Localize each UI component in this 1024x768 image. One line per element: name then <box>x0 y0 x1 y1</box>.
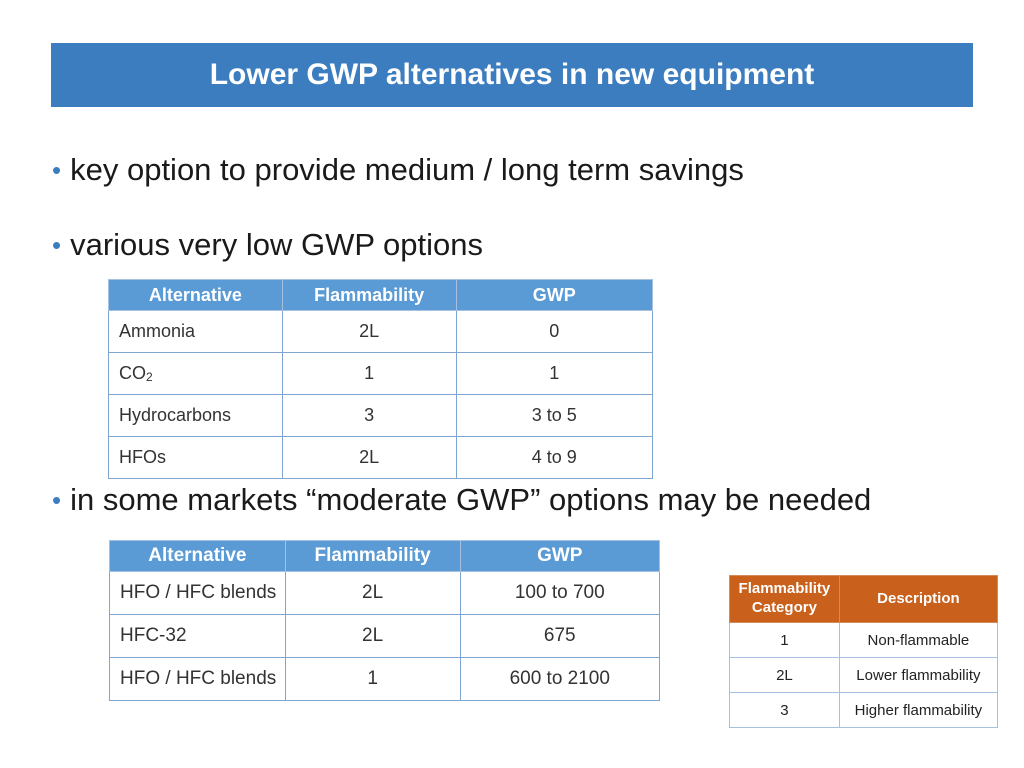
cell-alternative: HFOs <box>109 437 283 479</box>
cell-flammability: 1 <box>282 353 456 395</box>
cell-flammability: 2L <box>282 311 456 353</box>
cell-gwp: 1 <box>456 353 652 395</box>
cell-alternative: HFO / HFC blends <box>110 572 286 615</box>
bullet-item <box>52 227 483 263</box>
cell-category: 1 <box>730 623 840 658</box>
table-row <box>109 311 653 353</box>
cell-category: 2L <box>730 658 840 693</box>
table-row <box>730 658 998 693</box>
bullet-item <box>52 482 871 518</box>
table-row <box>109 437 653 479</box>
cell-gwp: 0 <box>456 311 652 353</box>
column-header-alternative: Alternative <box>110 541 286 572</box>
column-header-flammability: Flammability <box>285 541 460 572</box>
cell-description: Higher flammability <box>839 693 997 728</box>
low-gwp-options-table <box>108 279 653 479</box>
bullet-text: various very low GWP options <box>70 227 484 262</box>
table-row <box>110 572 660 615</box>
table-row <box>110 658 660 701</box>
cell-alternative: HFC-32 <box>110 615 286 658</box>
cell-alternative <box>109 353 283 395</box>
cell-gwp: 100 to 700 <box>460 572 659 615</box>
cell-gwp: 600 to 2100 <box>460 658 659 701</box>
table-row <box>109 353 653 395</box>
cell-alternative: Hydrocarbons <box>109 395 283 437</box>
moderate-gwp-options-table <box>109 540 660 701</box>
table-row <box>730 623 998 658</box>
column-header-gwp: GWP <box>460 541 659 572</box>
bullet-text: key option to provide medium / long term savings <box>70 152 744 187</box>
table-row <box>109 395 653 437</box>
co2-subscript: 2 <box>146 370 153 384</box>
cell-flammability: 2L <box>282 437 456 479</box>
column-header-description: Description <box>839 576 997 623</box>
page-title: Lower GWP alternatives in new equipment <box>209 58 815 91</box>
co2-label: CO <box>119 363 146 383</box>
table-header-row <box>110 541 660 572</box>
table-row <box>110 615 660 658</box>
cell-gwp: 4 to 9 <box>456 437 652 479</box>
bullet-item <box>52 152 744 188</box>
bullet-icon: • <box>52 155 62 185</box>
cell-description: Lower flammability <box>839 658 997 693</box>
title-bar <box>51 43 973 107</box>
cell-flammability: 2L <box>285 572 460 615</box>
cell-flammability: 1 <box>285 658 460 701</box>
flammability-category-table <box>729 575 998 728</box>
cell-alternative: Ammonia <box>109 311 283 353</box>
bullet-icon: • <box>52 485 62 515</box>
column-header-alternative: Alternative <box>109 280 283 311</box>
cell-gwp: 3 to 5 <box>456 395 652 437</box>
cell-flammability: 2L <box>285 615 460 658</box>
cell-alternative: HFO / HFC blends <box>110 658 286 701</box>
cell-category: 3 <box>730 693 840 728</box>
column-header-flammability-category: Flammability Category <box>730 576 840 623</box>
table-header-row <box>109 280 653 311</box>
table-row <box>730 693 998 728</box>
cell-gwp: 675 <box>460 615 659 658</box>
bullet-text: in some markets “moderate GWP” options may be needed <box>70 482 872 517</box>
bullet-icon: • <box>52 230 62 260</box>
table-header-row <box>730 576 998 623</box>
column-header-gwp: GWP <box>456 280 652 311</box>
cell-description: Non-flammable <box>839 623 997 658</box>
cell-flammability: 3 <box>282 395 456 437</box>
column-header-flammability: Flammability <box>282 280 456 311</box>
